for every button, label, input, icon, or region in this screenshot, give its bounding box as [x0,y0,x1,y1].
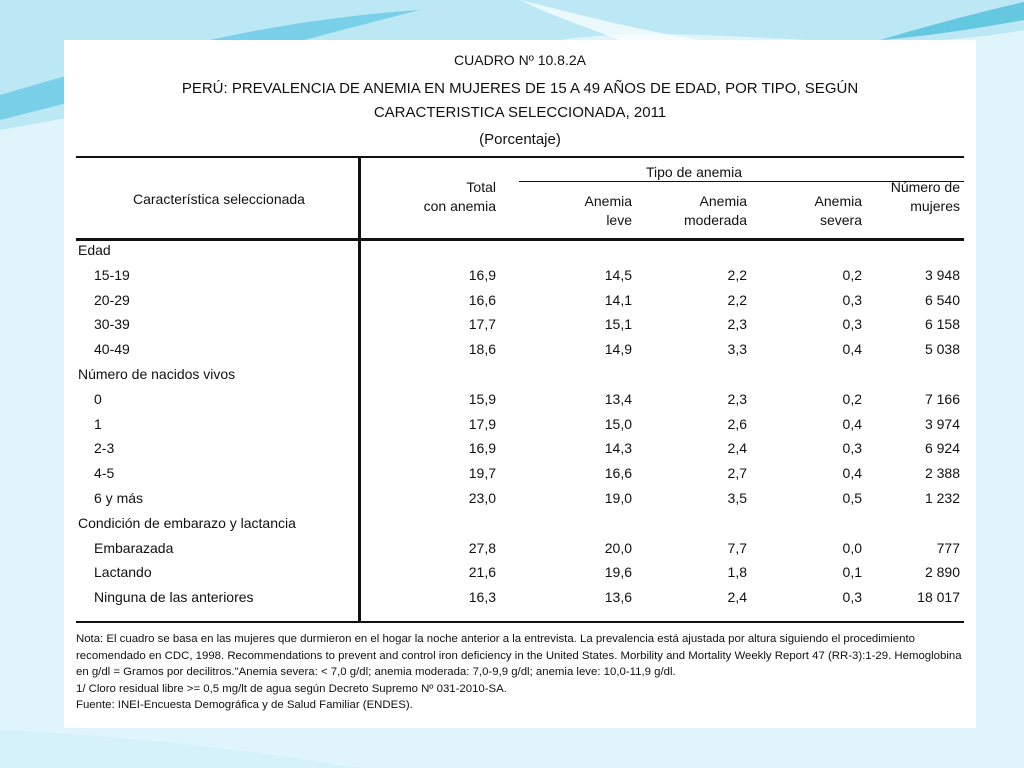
row-label: 1 [94,415,102,432]
section-row [64,366,976,386]
cell-severa: 0,2 [842,266,862,283]
table-row [64,416,976,436]
row-label: 4-5 [94,465,115,482]
row-label: 6 y más [94,490,144,506]
cell-total: 18,6 [468,341,496,358]
row-label: Embarazada [94,539,174,556]
cell-total: 17,7 [468,316,496,333]
cell-women: 1 232 [924,490,960,506]
cell-moderada: 7,7 [727,539,747,556]
cell-women: 3 948 [924,266,960,283]
row-label: 40-49 [94,341,130,358]
table-notes [76,631,968,714]
cell-moderada: 2,7 [727,465,747,482]
cell-leve: 19,6 [604,564,632,581]
cell-total: 16,6 [468,291,496,308]
row-label: Ninguna de las anteriores [94,589,254,606]
cell-leve: 13,4 [604,390,632,407]
row-label: 30-39 [94,316,130,333]
header-type-group: Tipo de anemia [646,164,742,180]
cell-women: 2 890 [924,564,960,581]
cell-leve: 14,3 [604,440,632,457]
section-label: Número de nacidos vivos [78,366,236,382]
cell-leve: 14,9 [604,341,632,358]
cell-moderada: 2,2 [727,266,747,283]
table-row [64,564,976,584]
top-rule [76,156,964,158]
cell-severa: 0,4 [842,341,862,358]
section-row [64,242,976,262]
cell-severa: 0,1 [842,564,862,581]
row-label: 2-3 [94,440,115,457]
row-label: 0 [94,390,102,407]
cell-total: 16,9 [468,440,496,457]
table-row [64,316,976,336]
table-row [64,292,976,312]
table-row [64,589,976,609]
cell-leve: 15,0 [604,415,632,432]
cell-severa: 0,0 [842,539,862,556]
table-sheet [64,40,976,728]
section-row [64,515,976,535]
cell-women: 777 [936,539,960,556]
cell-leve: 15,1 [604,316,632,333]
cell-leve: 16,6 [604,465,632,482]
header-leve: Anemia leve [584,193,632,228]
cell-total: 19,7 [468,465,496,482]
cell-leve: 20,0 [604,539,632,556]
cell-women: 7 166 [924,390,960,407]
table-row [64,440,976,460]
cell-moderada: 2,2 [727,291,747,308]
cell-total: 15,9 [468,390,496,407]
table-number: CUADRO Nº 10.8.2A [454,52,586,68]
table-row [64,267,976,287]
cell-women: 6 158 [924,316,960,333]
cell-moderada: 3,5 [727,490,747,506]
cell-total: 16,3 [468,589,496,606]
header-severa: Anemia severa [814,193,862,228]
cell-moderada: 3,3 [727,341,747,358]
source-text: Fuente: INEI-Encuesta Demográfica y de Salud Familiar (ENDES). [76,699,413,711]
cell-moderada: 1,8 [727,564,747,581]
cell-severa: 0,3 [842,589,862,606]
row-label: 15-19 [94,266,130,283]
header-total: Total con anemia [423,179,496,214]
cell-severa: 0,3 [842,440,862,457]
cell-total: 23,0 [468,490,496,506]
table-row [64,465,976,485]
note-text: Nota: El cuadro se basa en las mujeres que durmieron en el hogar la noche anterior a la entrevista. La prevalencia está ajustada por altura siguiendo el procedimiento recomendado en CDC, 1998. Recommendations to prevent and control iron deficiency in the United States. Morbility and Mortality Weekly Report 47 (RR-3):1-29. Hemoglobina en g/dl = Gramos por decilitros."Anemia severa: < 7,0 g/dl; anemia moderada: 7,0-9,9 g/dl; anemia leve: 10,0-11,9 g/dl. [76,633,962,678]
header-bottom-rule [76,238,964,241]
table-unit: (Porcentaje) [479,131,561,148]
header-moderada: Anemia moderada [683,193,747,228]
table-row [64,391,976,411]
cell-total: 27,8 [468,539,496,556]
cell-leve: 14,5 [604,266,632,283]
section-label: Condición de embarazo y lactancia [78,514,296,531]
cell-women: 2 388 [924,465,960,482]
cell-leve: 13,6 [604,589,632,606]
cell-women: 6 924 [924,440,960,457]
row-label: Lactando [94,564,152,581]
cell-total: 16,9 [468,266,496,283]
table-row [64,540,976,560]
cell-women: 5 038 [924,341,960,358]
table-title-line2: CARACTERISTICA SELECCIONADA, 2011 [373,104,667,121]
cell-severa: 0,4 [842,415,862,432]
cell-severa: 0,4 [842,465,862,482]
cell-leve: 14,1 [604,291,632,308]
cell-moderada: 2,3 [727,390,747,407]
cell-severa: 0,3 [842,316,862,333]
footnote-1: 1/ Cloro residual libre >= 0,5 mg/lt de agua según Decreto Supremo Nº 031-2010-SA. [76,682,507,695]
cell-women: 18 017 [917,589,960,606]
cell-total: 21,6 [468,564,496,581]
section-label: Edad [78,242,111,258]
cell-moderada: 2,3 [727,316,747,333]
table-title-line1: PERÚ: PREVALENCIA DE ANEMIA EN MUJERES DE 15 A 49 AÑOS DE EDAD, POR TIPO, SEGÚN [181,80,859,97]
cell-moderada: 2,6 [727,415,747,432]
cell-leve: 19,0 [604,490,632,506]
cell-severa: 0,3 [842,291,862,308]
bottom-rule [76,621,964,623]
cell-total: 17,9 [468,415,496,432]
header-characteristic: Característica seleccionada [133,191,305,207]
row-label: 20-29 [94,291,130,308]
table-row [64,490,976,510]
cell-moderada: 2,4 [727,440,747,457]
cell-women: 6 540 [924,291,960,308]
cell-severa: 0,5 [842,490,862,506]
cell-moderada: 2,4 [727,589,747,606]
cell-women: 3 974 [924,415,960,432]
header-women: Número de mujeres [890,179,960,214]
cell-severa: 0,2 [842,390,862,407]
table-row [64,341,976,361]
